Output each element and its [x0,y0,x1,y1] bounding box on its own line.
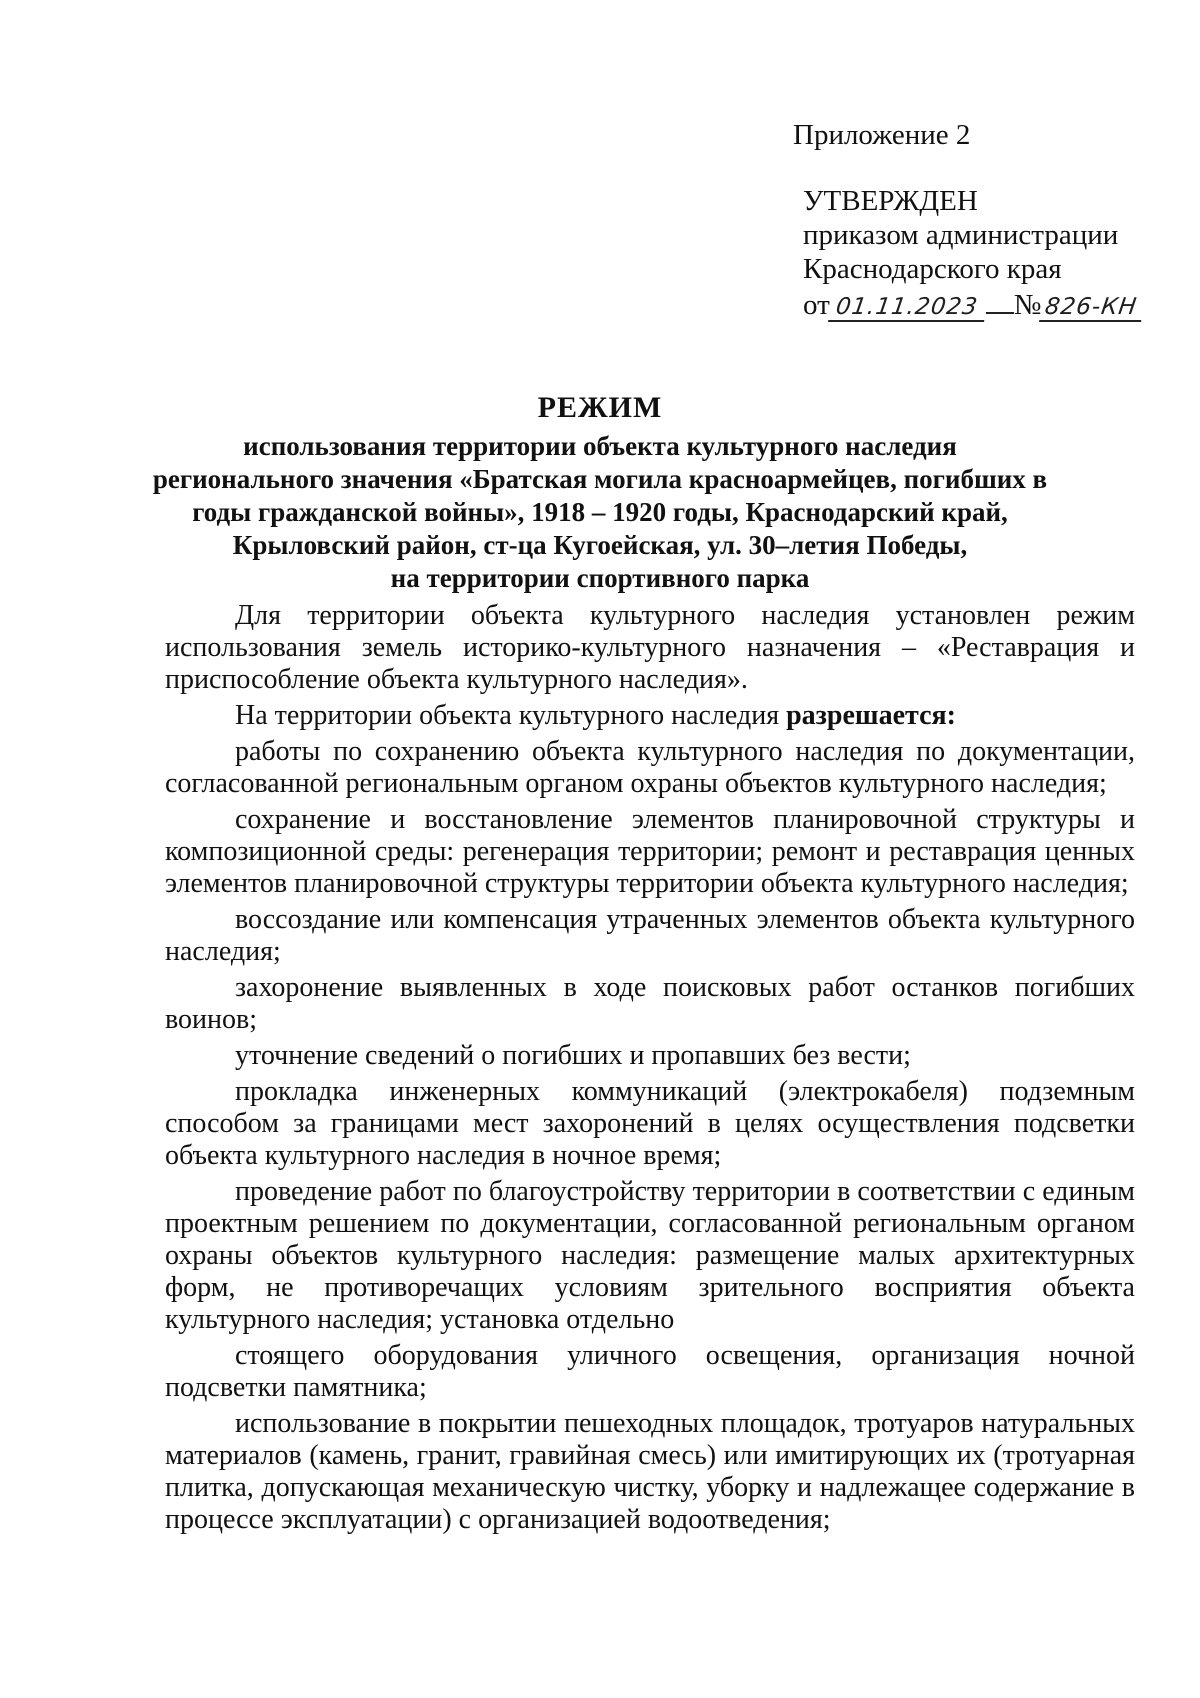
allowed-item: сохранение и восстановление элементов планировочной структуры и композиционной среды: регенерация территории; ремонт и реставрация ценных элементов планировочной структуры территории объекта культурного наследия; [165,804,1135,899]
number-prefix: № [1013,289,1042,321]
title-heading: РЕЖИМ [537,391,663,424]
title-line: годы гражданской войны», 1918 – 1920 годы, Краснодарский край, [192,497,1008,527]
allowed-item: прокладка инженерных коммуникаций (электрокабеля) подземным способом за границами мест захоронений в целях осуществления подсветки объекта культурного наследия в ночное время; [165,1076,1135,1171]
handwritten-date: 01.11.2023 [828,294,988,322]
title-line: использования территории объекта культурного наследия [243,431,957,461]
title-line: регионального значения «Братская могила красноармейцев, погибших в [152,464,1048,494]
order-date-number-line [803,288,1163,322]
title-line: на территории спортивного парка [390,563,810,593]
order-line-1: приказом администрации [803,219,1119,251]
allowed-item: работы по сохранению объекта культурного наследия по документации, согласованной региональным органом охраны объектов культурного наследия; [165,736,1135,799]
allowed-item: использование в покрытии пешеходных площадок, тротуаров натуральных материалов (камень, гранит, гравийная смесь) или имитирующих их (тротуарная плитка, допускающая механическую чистку, уборку и надлежащее содержание в процессе эксплуатации) с организацией водоотведения; [165,1408,1135,1535]
allowed-item: захоронение выявленных в ходе поисковых работ останков погибших воинов; [165,972,1135,1035]
document-title [150,390,1050,595]
allowed-item: проведение работ по благоустройству территории в соответствии с единым проектным решением по документации, согласованной региональным органом охраны объектов культурного наследия: размещение малых архитектурных форм, не противоречащих условиям зрительного восприятия объекта культурного наследия; установка отдельно [165,1176,1135,1335]
allowed-item: стоящего оборудования уличного освещения, организация ночной подсветки памятника; [165,1340,1135,1403]
appendix-label: Приложение 2 [793,119,971,151]
title-line: Крыловский район, ст-ца Кугоейская, ул. 30–летия Победы, [232,530,968,560]
allowed-item: воссоздание или компенсация утраченных элементов объекта культурного наследия; [165,904,1135,967]
intro-paragraph: Для территории объекта культурного наследия установлен режим использования земель историко-культурного назначения – «Реставрация и приспособление объекта культурного наследия». [165,600,1135,695]
approved-label: УТВЕРЖДЕН [803,185,978,217]
document-body [165,600,1135,1540]
approval-block [793,118,1163,322]
underline-separator [986,311,1014,314]
allowed-heading-paragraph [165,700,1135,732]
allowed-keyword: разрешается: [786,700,956,731]
order-line-2: Краснодарского края [803,253,1062,285]
date-prefix: от [803,289,830,321]
allowed-prefix: На территории объекта культурного наследия [235,700,780,731]
handwritten-number: 826-КН [1040,294,1146,322]
allowed-item: уточнение сведений о погибших и пропавших без вести; [235,1040,911,1071]
